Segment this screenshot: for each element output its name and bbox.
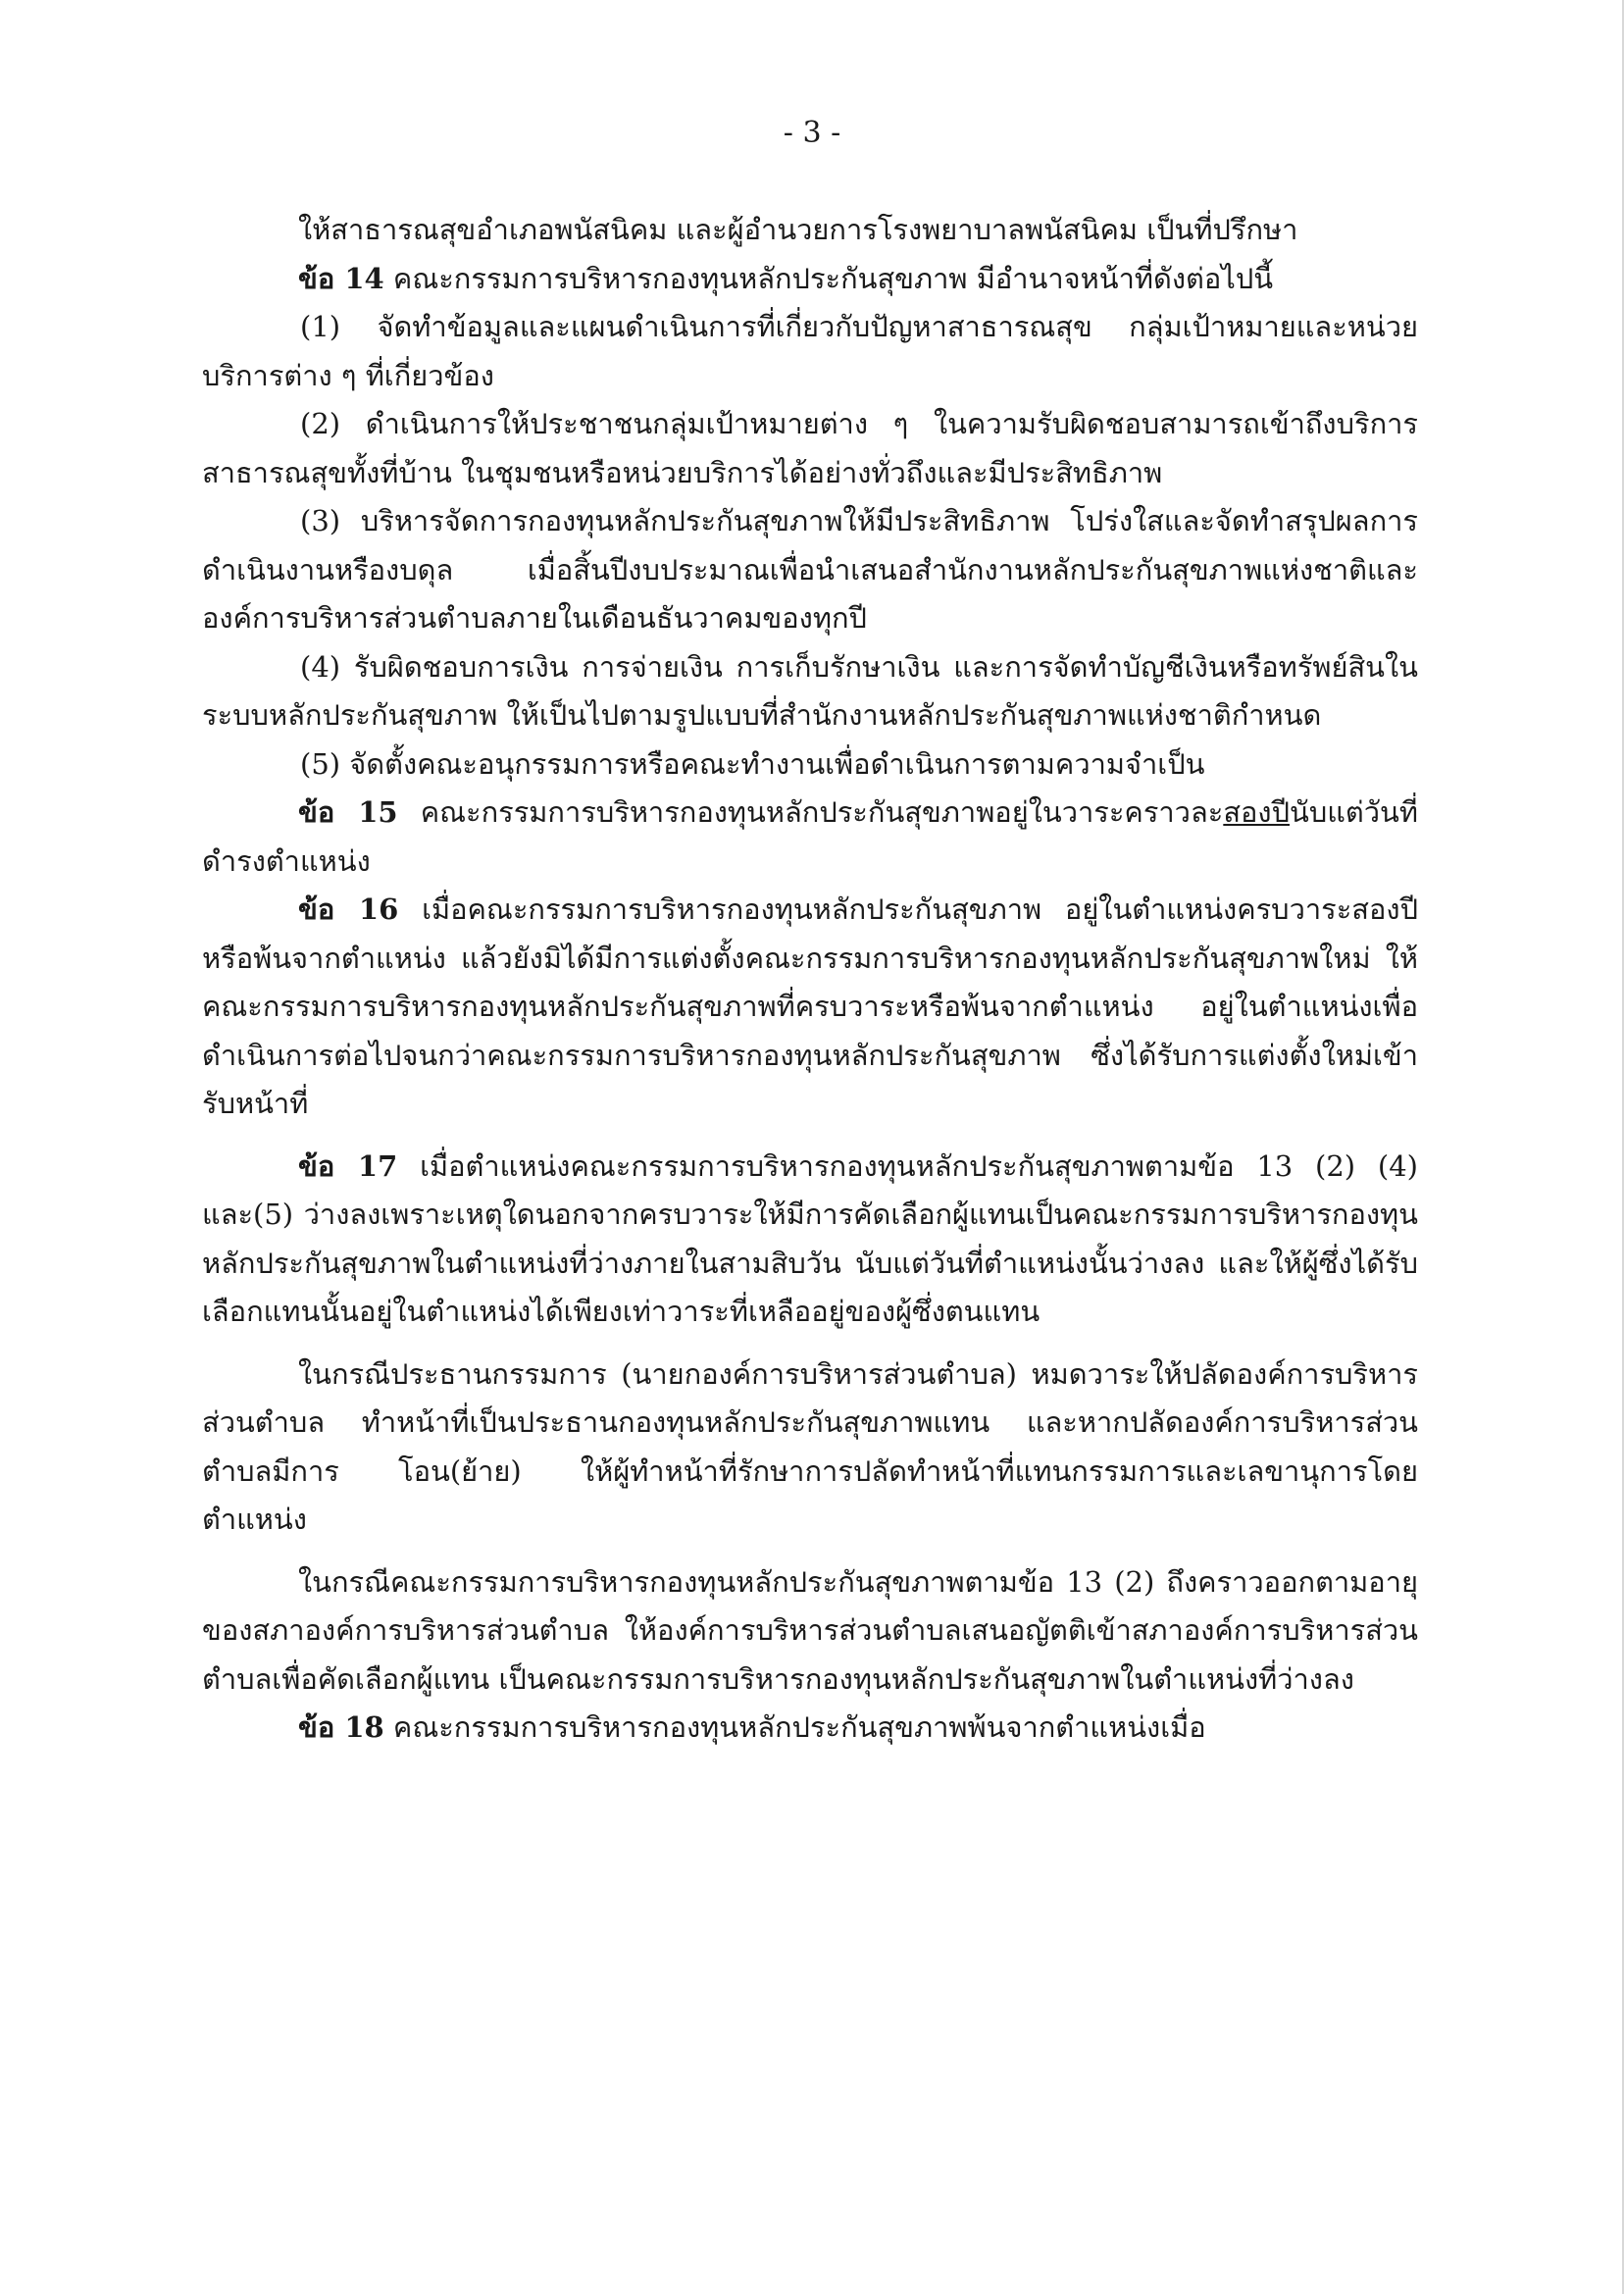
- clause-label: ข้อ 16: [298, 892, 399, 926]
- clause-14-item-1: [202, 303, 1418, 400]
- clause-14-item-5: [202, 740, 1418, 790]
- clause-label: ข้อ 15: [298, 795, 398, 829]
- item-text: (1) จัดทำข้อมูลและแผนดำเนินการที่เกี่ยวกับปัญหาสาธารณสุข กลุ่มเป้าหมายและหน่วยบริการต่าง ๆ ที่เกี่ยวข้อง: [202, 310, 1418, 392]
- clause-14-item-4: [202, 643, 1418, 740]
- paragraph-text: ให้สาธารณสุขอำเภอพนัสนิคม และผู้อำนวยการโรงพยาบาลพนัสนิคม เป็นที่ปรึกษา: [298, 213, 1298, 246]
- paragraph-chair-term: [202, 1351, 1418, 1545]
- clause-16: [202, 886, 1418, 1129]
- underlined-term: สองปี: [1223, 795, 1290, 829]
- clause-text: คณะกรรมการบริหารกองทุนหลักประกันสุขภาพอยู่ในวาระคราวละ: [397, 795, 1224, 829]
- paragraph-text: ในกรณีคณะกรรมการบริหารกองทุนหลักประกันสุขภาพตามข้อ 13 (2) ถึงคราวออกตามอายุของสภาองค์การบริหารส่วนตำบล ให้องค์การบริหารส่วนตำบลเสนอญัตติเข้าสภาองค์การบริหารส่วนตำบลเพื่อคัดเลือกผู้แทน เป็นคณะกรรมการบริหารกองทุนหลักประกันสุขภาพในตำแหน่งที่ว่างลง: [202, 1564, 1418, 1696]
- item-text: (4) รับผิดชอบการเงิน การจ่ายเงิน การเก็บรักษาเงิน และการจัดทำบัญชีเงินหรือทรัพย์สินในระบบหลักประกันสุขภาพ ให้เป็นไปตามรูปแบบที่สำนักงานหลักประกันสุขภาพแห่งชาติกำหนด: [202, 649, 1418, 732]
- clause-label: ข้อ 17: [298, 1148, 398, 1183]
- page-number: - 3 -: [783, 116, 841, 150]
- clause-text: เมื่อคณะกรรมการบริหารกองทุนหลักประกันสุขภาพ อยู่ในตำแหน่งครบวาระสองปีหรือพ้นจากตำแหน่ง แล้วยังมิได้มีการแต่งตั้งคณะกรรมการบริหารกองทุนหลักประกันสุขภาพใหม่ ให้คณะกรรมการบริหารกองทุนหลักประกันสุขภาพที่ครบวาระหรือพ้นจากตำแหน่ง อยู่ในตำแหน่งเพื่อดำเนินการต่อไปจนกว่าคณะกรรมการบริหารกองทุนหลักประกันสุขภาพ ซึ่งได้รับการแต่งตั้งใหม่เข้ารับหน้าที่: [202, 892, 1418, 1120]
- clause-18: [202, 1704, 1418, 1753]
- item-text: (2) ดำเนินการให้ประชาชนกลุ่มเป้าหมายต่าง ๆ ในความรับผิดชอบสามารถเข้าถึงบริการสาธารณสุขทั้งที่บ้าน ในชุมชนหรือหน่วยบริการได้อย่างทั่วถึงและมีประสิทธิภาพ: [202, 407, 1418, 489]
- clause-14: [202, 255, 1418, 304]
- clause-label: ข้อ 18: [298, 1710, 384, 1744]
- paragraph-text: ในกรณีประธานกรรมการ (นายกองค์การบริหารส่วนตำบล) หมดวาระให้ปลัดองค์การบริหารส่วนตำบล ทำหน้าที่เป็นประธานกองทุนหลักประกันสุขภาพแทน และหากปลัดองค์การบริหารส่วนตำบลมีการ โอน(ย้าย) ให้ผู้ทำหน้าที่รักษาการปลัดทำหน้าที่แทนกรรมการและเลขานุการโดยตำแหน่ง: [202, 1356, 1418, 1536]
- clause-text: คณะกรรมการบริหารกองทุนหลักประกันสุขภาพพ้นจากตำแหน่งเมื่อ: [383, 1710, 1206, 1744]
- clause-17: [202, 1143, 1418, 1337]
- item-text: (5) จัดตั้งคณะอนุกรรมการหรือคณะทำงานเพื่อดำเนินการตามความจำเป็น: [300, 746, 1205, 781]
- clause-text: คณะกรรมการบริหารกองทุนหลักประกันสุขภาพ มีอำนาจหน้าที่ดังต่อไปนี้: [383, 261, 1274, 295]
- document-body: [202, 206, 1418, 1753]
- clause-14-item-2: [202, 400, 1418, 497]
- clause-label: ข้อ 14: [298, 261, 384, 295]
- paragraph-advisors: [202, 206, 1418, 255]
- clause-14-item-3: [202, 497, 1418, 643]
- clause-text-after: นับแต่วันที่ดำรงตำแหน่ง: [202, 795, 1418, 878]
- paragraph-council-term: [202, 1558, 1418, 1705]
- clause-text: เมื่อตำแหน่งคณะกรรมการบริหารกองทุนหลักประกันสุขภาพตามข้อ 13 (2) (4) และ(5) ว่างลงเพราะเหตุใดนอกจากครบวาระให้มีการคัดเลือกผู้แทนเป็นคณะกรรมการบริหารกองทุนหลักประกันสุขภาพในตำแหน่งที่ว่างภายในสามสิบวัน นับแต่วันที่ตำแหน่งนั้นว่างลง และให้ผู้ซึ่งได้รับเลือกแทนนั้นอยู่ในตำแหน่งได้เพียงเท่าวาระที่เหลืออยู่ของผู้ซึ่งตนแทน: [202, 1148, 1419, 1328]
- clause-15: [202, 789, 1418, 886]
- item-text: (3) บริหารจัดการกองทุนหลักประกันสุขภาพให้มีประสิทธิภาพ โปร่งใสและจัดทำสรุปผลการดำเนินงานหรืองบดุล เมื่อสิ้นปีงบประมาณเพื่อนำเสนอสำนักงานหลักประกันสุขภาพแห่งชาติและองค์การบริหารส่วนตำบลภายในเดือนธันวาคมของทุกปี: [202, 504, 1418, 635]
